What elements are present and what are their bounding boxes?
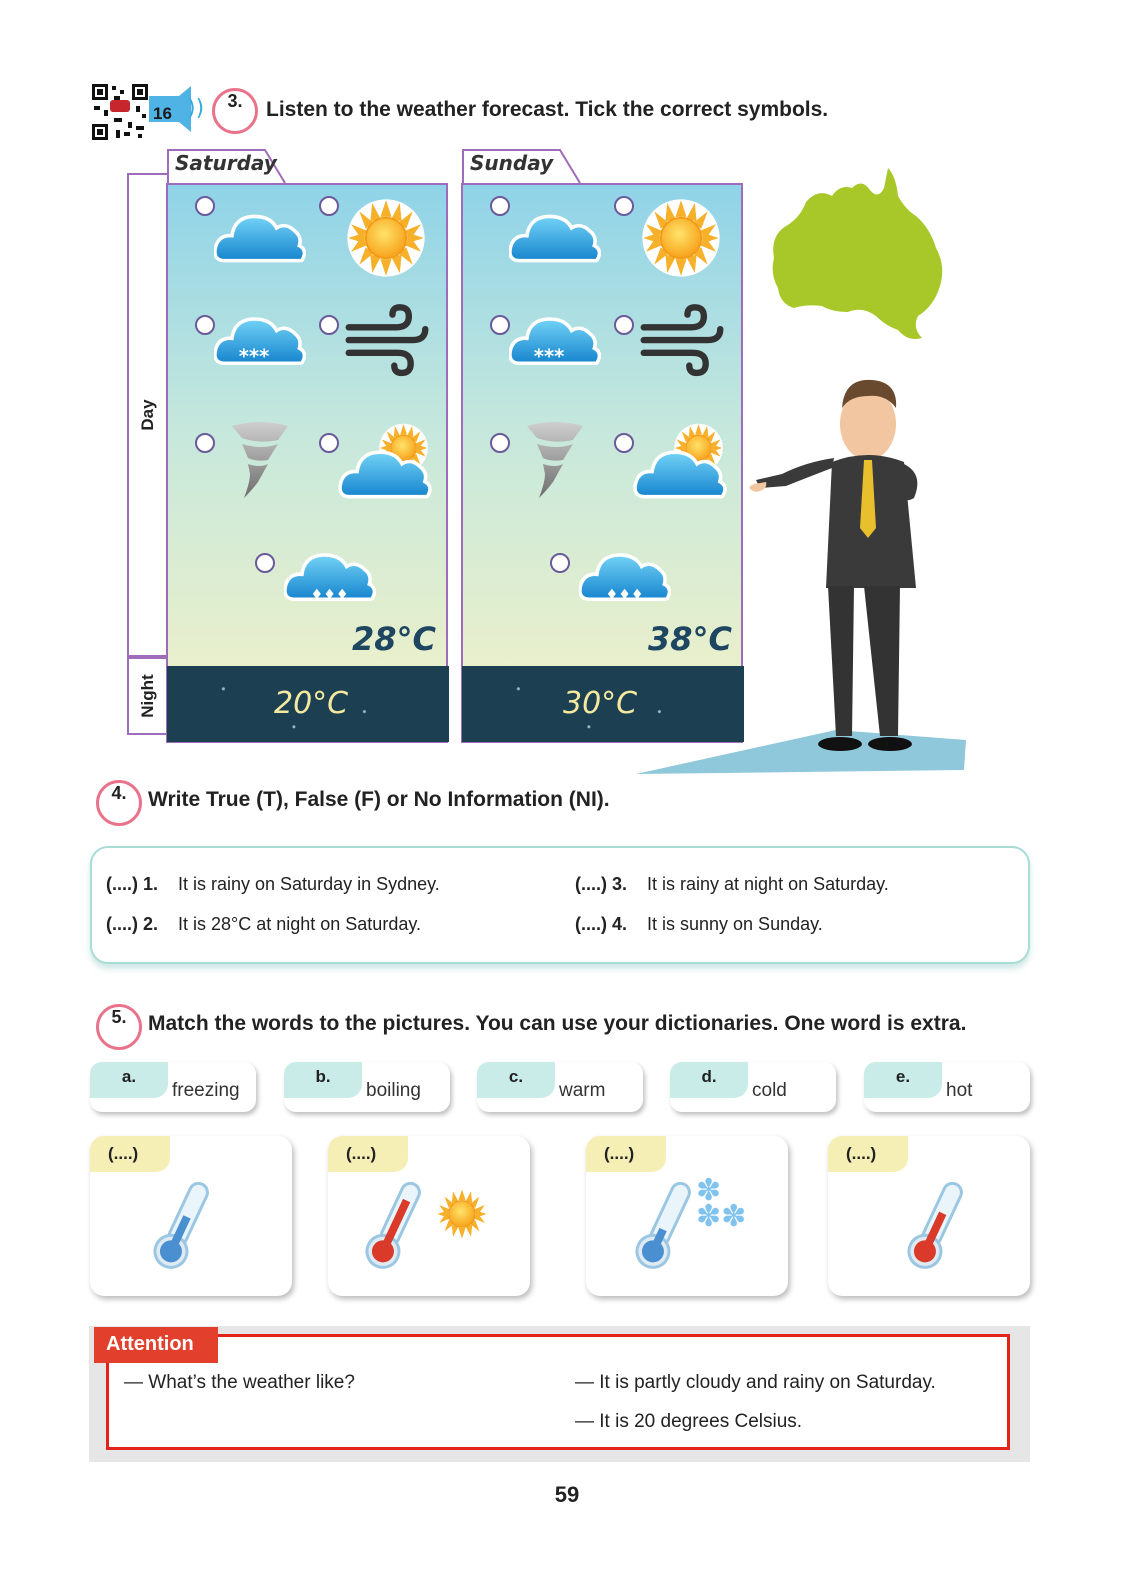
sunny-icon (340, 196, 432, 280)
word-card-freezing (90, 1062, 256, 1112)
saturday-night-temperature: 20°C (274, 686, 349, 721)
statement-2-text: It is 28°C at night on Saturday. (178, 914, 421, 934)
page-number: 59 (554, 1482, 580, 1507)
statement-3-blank[interactable]: (....) (575, 874, 607, 894)
audio-track-number: 16 (153, 104, 172, 123)
attention-answer-1: — It is partly cloudy and rainy on Saturday. (575, 1372, 936, 1393)
word-letter: a. (90, 1062, 168, 1098)
exercise-4-box (90, 846, 1030, 964)
exercise-5-title: Match the words to the pictures. You can use your dictionaries. One word is extra. (148, 1012, 967, 1035)
statement-1-text: It is rainy on Saturday in Sydney. (178, 874, 440, 894)
word-card-hot (864, 1062, 1030, 1112)
sunny-icon (635, 196, 727, 280)
saturday-label-wrap (167, 149, 287, 183)
day-label: Day (138, 399, 157, 431)
word-card-boiling (284, 1062, 450, 1112)
sunday-night-temperature: 30°C (563, 686, 638, 721)
saturday-snowy-radio[interactable] (195, 315, 215, 335)
statement-2 (106, 914, 421, 935)
exercise-3-number: 3. (212, 88, 258, 134)
picture-card-2 (328, 1136, 530, 1296)
exercise-4-number: 4. (96, 780, 142, 826)
statement-4-number: 4. (612, 914, 628, 934)
statement-4-blank[interactable]: (....) (575, 914, 607, 934)
sunday-partly-cloudy-radio[interactable] (614, 433, 634, 453)
snowy-icon (509, 304, 601, 380)
picture-blank[interactable]: (....) (828, 1136, 908, 1172)
picture-blank[interactable]: (....) (586, 1136, 666, 1172)
sunday-label: Sunday (470, 151, 554, 175)
exercise-5-number: 5. (96, 1004, 142, 1050)
attention-answer-2: — It is 20 degrees Celsius. (575, 1411, 803, 1432)
tornado-icon (523, 420, 587, 500)
qr-code-icon[interactable] (92, 84, 148, 140)
warm-thermometer-icon (900, 1180, 990, 1284)
saturday-label: Saturday (175, 151, 277, 175)
word-text: boiling (366, 1080, 421, 1101)
picture-blank[interactable]: (....) (90, 1136, 170, 1172)
saturday-sunny-radio[interactable] (319, 196, 339, 216)
statement-3-number: 3. (612, 874, 628, 894)
statement-3-text: It is rainy at night on Saturday. (647, 874, 889, 894)
sunday-rainy-radio[interactable] (550, 553, 570, 573)
windy-icon (342, 300, 432, 382)
cloudy-icon (509, 200, 601, 270)
saturday-tornado-radio[interactable] (195, 433, 215, 453)
word-text: warm (559, 1080, 606, 1101)
word-text: hot (946, 1080, 973, 1101)
statement-4 (575, 914, 823, 935)
sunday-snowy-radio[interactable] (490, 315, 510, 335)
exercise-4-title: Write True (T), False (F) or No Information (NI). (148, 788, 610, 811)
saturday-day-temperature: 28°C (352, 620, 437, 658)
svg-text:♦♦♦: ♦♦♦ (605, 587, 644, 604)
exercise-3-title: Listen to the weather forecast. Tick the correct symbols. (266, 98, 829, 121)
snowflake-icon: ✽ ✽✽ (696, 1173, 747, 1234)
attention-question: — What’s the weather like? (124, 1372, 355, 1393)
word-letter: d. (670, 1062, 748, 1098)
partly-cloudy-icon (338, 422, 438, 502)
windy-icon (637, 300, 727, 382)
svg-text:♦♦♦: ♦♦♦ (310, 587, 349, 604)
picture-blank[interactable]: (....) (328, 1136, 408, 1172)
snowy-icon (214, 304, 306, 380)
saturday-rainy-radio[interactable] (255, 553, 275, 573)
sunday-cloudy-radio[interactable] (490, 196, 510, 216)
word-text: cold (752, 1080, 787, 1101)
sun-icon (432, 1186, 492, 1242)
statement-4-text: It is sunny on Sunday. (647, 914, 823, 934)
cloudy-icon (214, 200, 306, 270)
saturday-windy-radio[interactable] (319, 315, 339, 335)
statement-2-blank[interactable]: (....) (106, 914, 138, 934)
sound-waves-icon: )) (187, 96, 205, 121)
statement-3 (575, 874, 889, 895)
picture-card-1 (90, 1136, 292, 1296)
sunday-sunny-radio[interactable] (614, 196, 634, 216)
attention-label: Attention (94, 1327, 218, 1363)
svg-text:***: *** (238, 345, 270, 369)
weather-presenter-illustration (636, 378, 968, 778)
saturday-cloudy-radio[interactable] (195, 196, 215, 216)
word-letter: e. (864, 1062, 942, 1098)
australia-map-icon (766, 166, 950, 346)
statement-1-blank[interactable]: (....) (106, 874, 138, 894)
statement-1 (106, 874, 440, 895)
saturday-partly-cloudy-radio[interactable] (319, 433, 339, 453)
word-card-cold (670, 1062, 836, 1112)
sunday-label-wrap (462, 149, 582, 183)
picture-card-4 (828, 1136, 1030, 1296)
rainy-icon (284, 540, 376, 616)
sunday-windy-radio[interactable] (614, 315, 634, 335)
word-letter: c. (477, 1062, 555, 1098)
tornado-icon (228, 420, 292, 500)
sunday-day-temperature: 38°C (648, 620, 733, 658)
statement-1-number: 1. (143, 874, 159, 894)
sunday-tornado-radio[interactable] (490, 433, 510, 453)
word-text: freezing (172, 1080, 240, 1101)
night-label: Night (138, 674, 157, 718)
cold-thermometer-icon (146, 1180, 236, 1284)
picture-card-3 (586, 1136, 788, 1296)
statement-2-number: 2. (143, 914, 159, 934)
word-card-warm (477, 1062, 643, 1112)
word-letter: b. (284, 1062, 362, 1098)
svg-text:***: *** (533, 345, 565, 369)
